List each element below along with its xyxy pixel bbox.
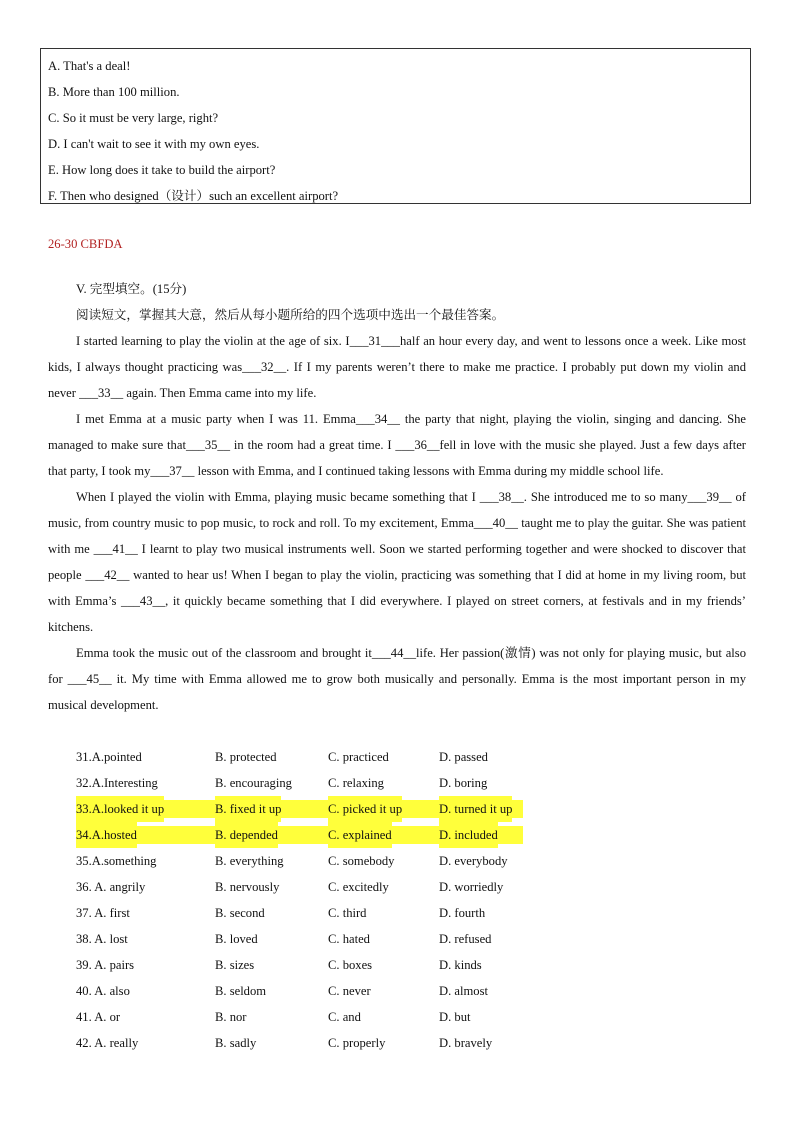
option-c: C. picked it up — [328, 796, 402, 822]
option-d: D. turned it up — [439, 796, 512, 822]
option-d: D. worriedly — [439, 880, 504, 894]
dialog-option-d: D. I can't wait to see it with my own eyes. — [48, 137, 260, 151]
option-b: B. fixed it up — [215, 796, 281, 822]
option-a: 37. A. first — [76, 906, 130, 920]
passage-paragraph: Emma took the music out of the classroom and brought it___44__life. Her passion(激情) was not only for playing music, but also for ___45__ it. My time with Emma allowed me to grow both musically and personally. Emma is the most important person in my musical development. — [48, 646, 746, 712]
option-c: C. properly — [328, 1036, 386, 1050]
option-b: B. nervously — [215, 880, 280, 894]
passage-paragraph: I met Emma at a music party when I was 11. Emma___34__ the party that night, playing the violin, singing and dancing. She managed to make sure that___35__ in the room had a great time. I ___36__fell in love with the music she played. Just a few days after that party, I took my___37__ lesson with Emma, and I continued taking lessons with Emma during my middle school life. — [48, 412, 746, 478]
option-c: C. third — [328, 906, 367, 920]
passage-paragraph: When I played the violin with Emma, playing music became something that I ___38__. She introduced me to so many___39__ of music, from country music to pop music, to rock and roll. To my excitement, Emma___40__ taught me to play the guitar. She was patient with me ___41__ I learnt to play two musical instruments well. Soon we started performing together and were shocked to discover that people ___42__ wanted to hear us! When I began to play the violin, practicing was something that I did at home in my living room, but with Emma’s ___43__, it quickly became something that I did everywhere. I played on street corners, at festivals and in my friends’ kitchens. — [48, 490, 746, 634]
dialog-option-c: C. So it must be very large, right? — [48, 111, 219, 125]
question-row — [76, 744, 536, 770]
option-b: B. encouraging — [215, 776, 292, 790]
option-d: D. but — [439, 1010, 471, 1024]
question-row — [76, 952, 536, 978]
option-c: C. relaxing — [328, 776, 384, 790]
option-c: C. boxes — [328, 958, 373, 972]
option-c: C. practiced — [328, 750, 389, 764]
option-d: D. fourth — [439, 906, 486, 920]
dialog-option-e: E. How long does it take to build the airport? — [48, 163, 276, 177]
option-c: C. somebody — [328, 854, 395, 868]
question-row — [76, 900, 536, 926]
option-b: B. sizes — [215, 958, 255, 972]
question-list — [76, 744, 536, 1056]
option-b: B. nor — [215, 1010, 247, 1024]
option-c: C. excitedly — [328, 880, 389, 894]
option-a: 36. A. angrily — [76, 880, 146, 894]
option-a: 41. A. or — [76, 1010, 121, 1024]
option-c: C. never — [328, 984, 371, 998]
option-b: B. protected — [215, 750, 277, 764]
option-b: B. second — [215, 906, 265, 920]
dialog-option-f: F. Then who designed（设计）such an excellent airport? — [48, 189, 339, 203]
option-a: 31.A.pointed — [76, 750, 142, 764]
option-d: D. kinds — [439, 958, 482, 972]
question-row — [76, 978, 536, 1004]
option-a: 42. A. really — [76, 1036, 139, 1050]
option-c: C. hated — [328, 932, 370, 946]
option-a: 34.A.hosted — [76, 822, 137, 848]
question-row — [76, 926, 536, 952]
option-d: D. boring — [439, 776, 488, 790]
option-d: D. everybody — [439, 854, 508, 868]
question-row — [76, 1030, 536, 1056]
section-instruction: 阅读短文，掌握其大意，然后从每小题所给的四个选项中选出一个最佳答案。 — [76, 308, 505, 322]
option-d: D. passed — [439, 750, 488, 764]
option-b: B. sadly — [215, 1036, 257, 1050]
option-a: 32.A.Interesting — [76, 776, 158, 790]
dialog-option-b: B. More than 100 million. — [48, 85, 180, 99]
option-a: 40. A. also — [76, 984, 130, 998]
answer-key: 26-30 CBFDA — [48, 237, 123, 251]
option-a: 39. A. pairs — [76, 958, 135, 972]
question-row — [76, 874, 536, 900]
option-a: 35.A.something — [76, 854, 157, 868]
option-c: C. explained — [328, 822, 392, 848]
option-d: D. almost — [439, 984, 488, 998]
cloze-passage — [48, 328, 746, 718]
section-title: V. 完型填空。(15分) — [76, 282, 187, 296]
question-row — [76, 848, 536, 874]
question-row — [76, 770, 536, 796]
option-d: D. included — [439, 822, 498, 848]
option-a: 33.A.looked it up — [76, 796, 164, 822]
option-a: 38. A. lost — [76, 932, 128, 946]
option-b: B. seldom — [215, 984, 267, 998]
option-d: D. refused — [439, 932, 492, 946]
dialog-options-box — [40, 48, 751, 204]
passage-paragraph: I started learning to play the violin at the age of six. I___31___half an hour every day, and went to lessons once a week. Like most kids, I always thought practicing was___32__. If I my parents weren’t there to make me practice. I probably put down my violin and never ___33__ again. Then Emma came into my life. — [48, 334, 746, 400]
option-c: C. and — [328, 1010, 361, 1024]
dialog-option-a: A. That's a deal! — [48, 59, 131, 73]
option-b: B. loved — [215, 932, 258, 946]
question-row — [76, 796, 536, 822]
question-row — [76, 822, 536, 848]
question-row — [76, 1004, 536, 1030]
option-b: B. everything — [215, 854, 284, 868]
option-d: D. bravely — [439, 1036, 493, 1050]
option-b: B. depended — [215, 822, 278, 848]
